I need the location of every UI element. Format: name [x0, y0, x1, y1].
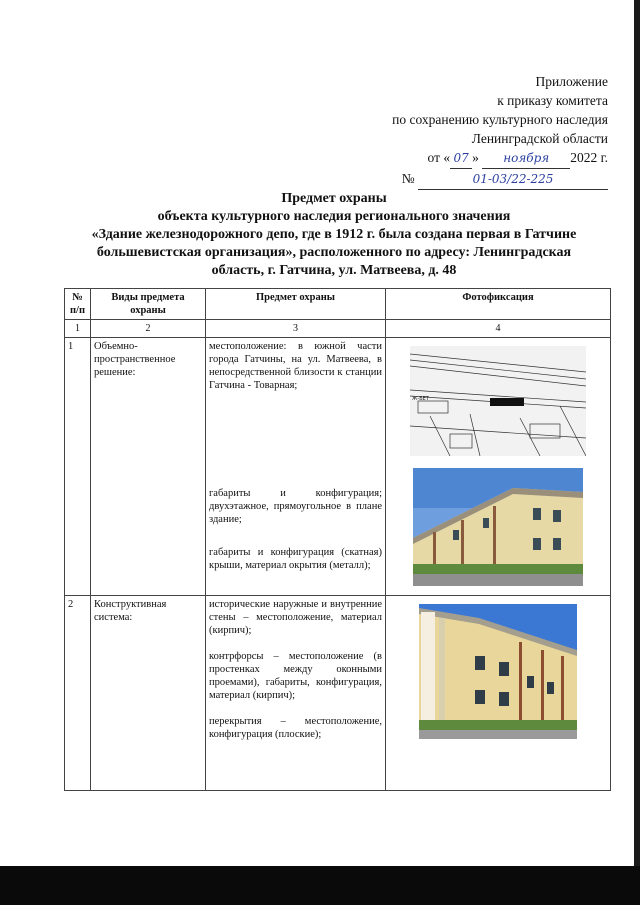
appendix-title: Приложение — [535, 74, 608, 89]
appendix-committee-line: по сохранению культурного наследия — [392, 112, 608, 127]
scan-bottom-border — [0, 866, 640, 905]
description-item: габариты и конфигурация (скатная) крыши, материал окрытия (металл); — [209, 547, 382, 571]
title-line-4: большевистская организация», расположенного по адресу: Ленинградская — [96, 245, 572, 260]
row-type: Конструктивная система: — [91, 596, 206, 791]
order-number: № 01-03/22-225 — [308, 169, 608, 190]
site-map-image — [410, 346, 586, 456]
col-header-subject: Предмет охраны — [206, 289, 386, 320]
row-description — [206, 596, 386, 791]
row-number: 1 — [65, 338, 91, 596]
order-date-day: 07 — [450, 149, 472, 169]
column-number-row: 1 2 3 4 — [65, 320, 611, 338]
scan-edge — [634, 0, 640, 866]
building-photo-1 — [413, 468, 583, 586]
title-line-5: область, г. Гатчина, ул. Матвеева, д. 48 — [211, 263, 457, 278]
table-header-row — [65, 289, 611, 320]
protection-table — [64, 288, 611, 791]
order-date-month: ноября — [482, 149, 570, 169]
appendix-order-line: к приказу комитета — [497, 93, 608, 108]
col-header-type: Виды предмета охраны — [91, 289, 206, 320]
table-row — [65, 338, 611, 596]
description-item: контрфорсы – местоположение (в простенках между оконными проемами), габариты, конфигурация, материал (кирпич); — [209, 651, 382, 701]
order-number-value: 01-03/22-225 — [418, 170, 608, 190]
title-line-2: объекта культурного наследия регионального значения — [157, 209, 511, 224]
order-date: от « 07 » ноября 2022 г. — [308, 148, 608, 169]
description-item: габариты и конфигурация; двухэтажное, прямоугольное в плане здание; — [209, 488, 382, 525]
title-line-1: Предмет охраны — [281, 191, 387, 206]
col-header-photo: Фотофиксация — [386, 289, 611, 320]
title-line-3: «Здание железнодорожного депо, где в 1912 г. была создана первая в Гатчине — [91, 227, 577, 242]
table-row — [65, 596, 611, 791]
order-date-year: 2022 г. — [570, 150, 608, 165]
building-photo-2 — [419, 604, 577, 739]
col-header-num: № п/п — [65, 289, 91, 320]
row-type: Объемно-пространственное решение: — [91, 338, 206, 596]
row-number: 2 — [65, 596, 91, 791]
description-item: местоположение: в южной части города Гатчины, на ул. Матвеева, в непосредственной близости к станции Гатчина - Товарная; — [209, 341, 382, 391]
row-photos — [386, 338, 611, 596]
appendix-region-line: Ленинградской области — [471, 131, 608, 146]
appendix-header — [308, 72, 608, 190]
row-photos — [386, 596, 611, 791]
svg-text:Ж-БЕТ: Ж-БЕТ — [412, 396, 429, 402]
description-item: исторические наружные и внутренние стены – местоположение, материал (кирпич); — [209, 599, 382, 636]
document-title — [64, 190, 604, 280]
description-item: перекрытия – местоположение, конфигурация (плоские); — [209, 716, 382, 740]
row-description — [206, 338, 386, 596]
